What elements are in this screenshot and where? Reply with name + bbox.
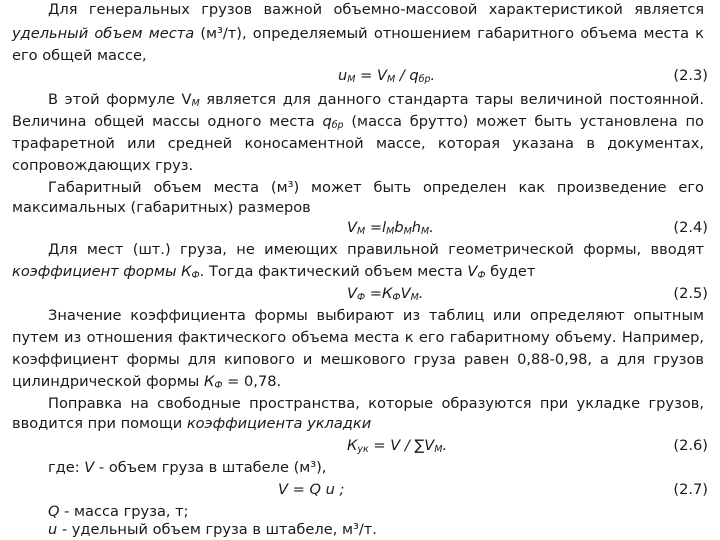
formula-2-4: $V_М =l_Мb_Мh_М$. (347, 219, 434, 237)
equation-number-2-6: (2.6) (673, 437, 708, 454)
where-volume-line: где: V - объем груза в штабеле (м³), (48, 459, 327, 476)
term-shape-coefficient: коэффициент формы К (12, 263, 192, 280)
term-specific-volume: удельный объем места (12, 25, 195, 42)
paragraph-3-line-1: Габаритный объем места (м³) может быть определен как произведение его (48, 179, 704, 196)
where-mass-line: Q - масса груза, т; (48, 503, 189, 520)
equation-number-2-5: (2.5) (673, 285, 708, 302)
paragraph-5-line-1: Значение коэффициента формы выбирают из таблиц или определяют опытным (48, 307, 704, 324)
paragraph-1-line-2: удельный объем места (м³/т), определяемый отношением габаритного объема места к (12, 25, 704, 42)
paragraph-3-line-2: максимальных (габаритных) размеров (12, 199, 311, 216)
equation-number-2-3: (2.3) (673, 67, 708, 84)
paragraph-2-line-3: трафаретной или средней коносаментной массе, которая указана в документах, (12, 135, 704, 152)
term-stowage-coefficient: коэффициента укладки (186, 415, 372, 432)
paragraph-4-line-2: коэффициент формы $К_Ф$. Тогда фактический объем места $V_Ф$ будет (12, 263, 536, 281)
paragraph-1-line-3: его общей массе, (12, 47, 147, 64)
paragraph-2-line-4: сопровождающих груз. (12, 157, 194, 174)
paragraph-2-line-2: Величина общей массы одного места $q_{бр}$ (масса брутто) может быть установлена по (12, 113, 704, 131)
paragraph-4-line-1: Для мест (шт.) груза, не имеющих правильной геометрической формы, вводят (48, 241, 704, 258)
equation-number-2-7: (2.7) (673, 481, 708, 498)
formula-2-6: $К_{ук} = V / \sum V_М$. (347, 437, 448, 455)
paragraph-1-line-1: Для генеральных грузов важной объемно-массовой характеристикой является (48, 1, 704, 18)
paragraph-6-line-1: Поправка на свободные пространства, которые образуются при укладке грузов, (48, 395, 704, 412)
formula-2-5: $V_Ф =К_ФV_М$. (347, 285, 424, 303)
paragraph-5-line-3: коэффициент формы для кипового и мешкового груза равен 0,88-0,98, а для грузов (12, 351, 704, 368)
formula-2-3: $u_М = V_М / q_{бр}$. (338, 67, 436, 85)
formula-2-7: V = Q u ; (278, 481, 345, 498)
paragraph-5-line-2: путем из отношения фактического объема места к его габаритному объему. Например, (12, 329, 704, 346)
paragraph-6-line-2: вводится при помощи коэффициента укладки (12, 415, 372, 432)
equation-number-2-4: (2.4) (673, 219, 708, 236)
paragraph-2-line-1: В этой формуле $V_М$ является для данного стандарта тары величиной постоянной. (48, 91, 704, 109)
where-specific-volume-line: u - удельный объем груза в штабеле, м³/т. (48, 521, 377, 538)
paragraph-5-line-4: цилиндрической формы $К_Ф = 0,78$. (12, 373, 282, 391)
